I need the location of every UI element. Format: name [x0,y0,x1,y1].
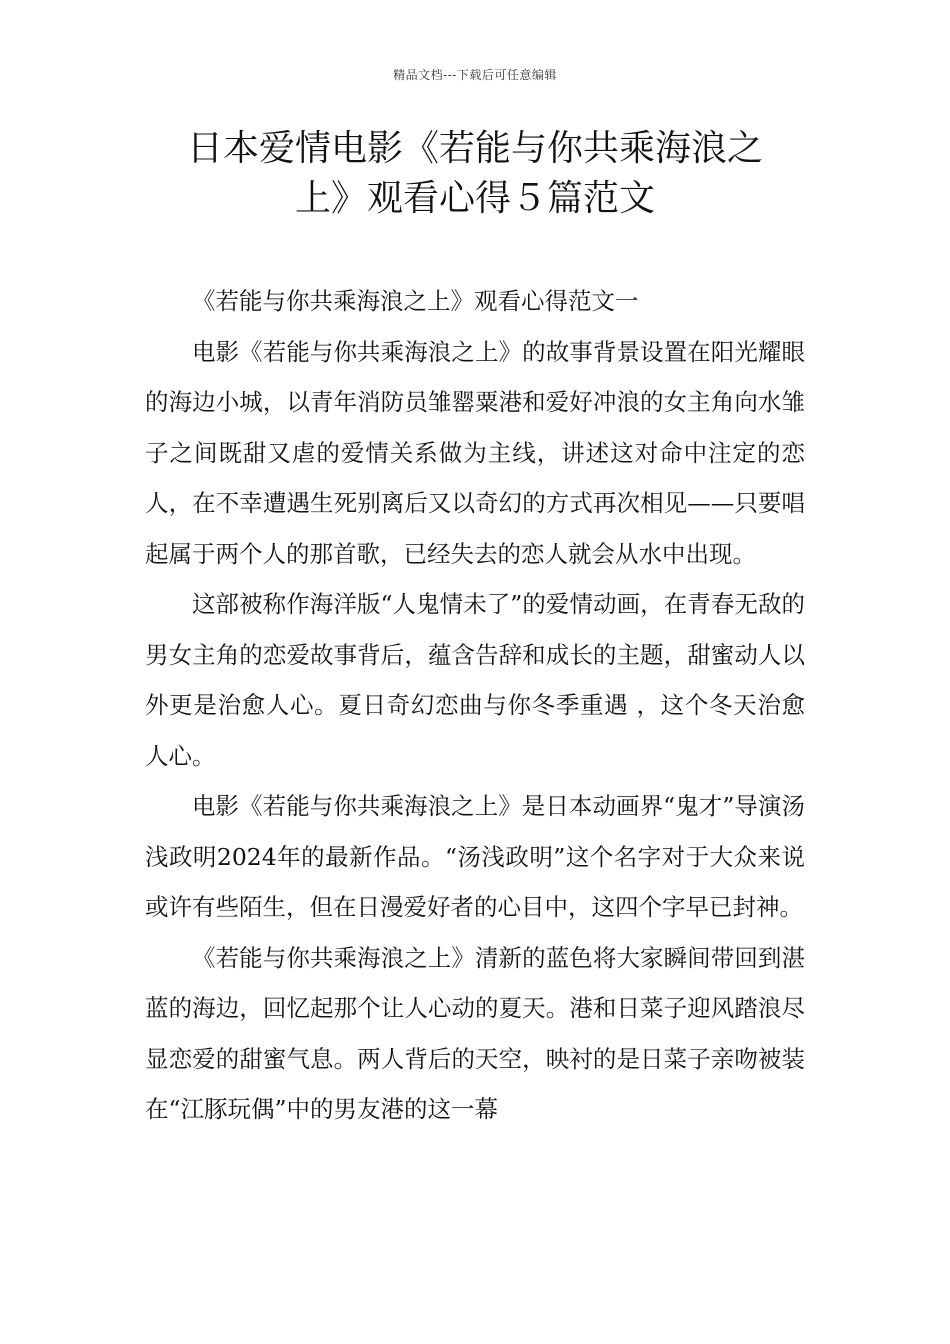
section-heading: 《若能与你共乘海浪之上》观看心得范文一 [192,287,639,315]
paragraph: 电影《若能与你共乘海浪之上》是日本动画界“鬼才”导演汤浅政明2024年的最新作品。“汤浅政明”这个名字对于大众来说或许有些陌生，但在日漫爱好者的心目中，这四个字早已封神。 [145,792,805,921]
document-title [140,124,810,224]
document-body [145,276,805,1135]
title-line-1: 日本爱情电影《若能与你共乘海浪之 [186,128,763,169]
title-line-2: 上》观看心得５篇范文 [294,178,655,219]
paragraph: 电影《若能与你共乘海浪之上》的故事背景设置在阳光耀眼的海边小城，以青年消防员雏罂粟港和爱好冲浪的女主角向水雏子之间既甜又虐的爱情关系做为主线，讲述这对命中注定的恋人，在不幸遭遇生死别离后又以奇幻的方式再次相见——只要唱起属于两个人的那首歌，已经失去的恋人就会从水中出现。 [145,337,805,568]
paragraph: 《若能与你共乘海浪之上》清新的蓝色将大家瞬间带回到湛蓝的海边，回忆起那个让人心动的夏天。港和日菜子迎风踏浪尽显恋爱的甜蜜气息。两人背后的天空，映衬的是日菜子亲吻被装在“江豚玩偶”中的男友港的这一幕 [145,943,805,1123]
header-note: 精品文档---下载后可任意编辑 [393,68,557,82]
paragraph: 这部被称作海洋版“人鬼情未了”的爱情动画，在青春无敌的男女主角的恋爱故事背后，蕴含告辞和成长的主题，甜蜜动人以外更是治愈人心。夏日奇幻恋曲与你冬季重遇 ，这个冬天治愈人心。 [145,590,805,770]
